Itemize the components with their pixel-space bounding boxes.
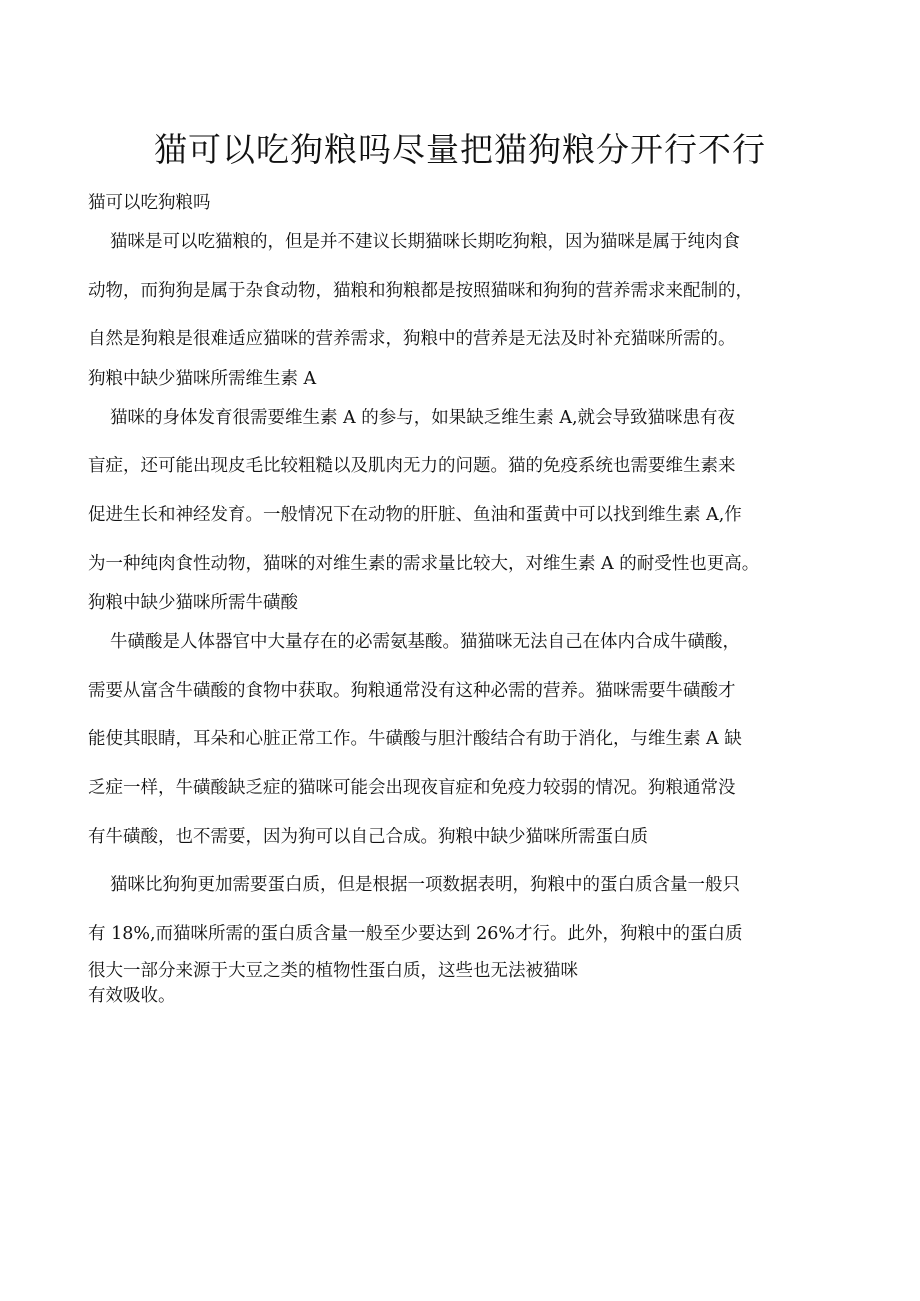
paragraph-protein [88,861,830,1008]
paragraph-line: 有 18%,而猫咪所需的蛋白质含量一般至少要达到 26%才行。此外，狗粮中的蛋白质 [88,923,743,944]
paragraph-line: 很大一部分来源于大豆之类的植物性蛋白质，这些也无法被猫咪 [88,961,578,982]
section-heading-vitamin-a: 狗粮中缺少猫咪所需维生素 A [88,368,317,389]
paragraph-intro [88,218,830,364]
paragraph-taurine [88,618,830,861]
paragraph-line: 自然是狗粮是很难适应猫咪的营养需求，狗粮中的营养是无法及时补充猫咪所需的。 [88,329,736,350]
paragraph-line: 乏症一样，牛磺酸缺乏症的猫咪可能会出现夜盲症和免疫力较弱的情况。狗粮通常没 [88,777,736,798]
paragraph-line: 盲症，还可能出现皮毛比较粗糙以及肌肉无力的问题。猫的免疫系统也需要维生素来 [88,456,736,477]
paragraph-line: 促进生长和神经发育。一般情况下在动物的肝脏、鱼油和蛋黄中可以找到维生素 A,作 [88,504,742,525]
paragraph-line: 动物，而狗狗是属于杂食动物，猫粮和狗粮都是按照猫咪和狗狗的营养需求来配制的， [88,280,753,301]
paragraph-line: 猫咪是可以吃猫粮的，但是并不建议长期猫咪长期吃狗粮，因为猫咪是属于纯肉食 [110,232,740,252]
section-heading-taurine: 狗粮中缺少猫咪所需牛磺酸 [88,593,298,614]
paragraph-line: 牛磺酸是人体器官中大量存在的必需氨基酸。猫猫咪无法自己在体内合成牛磺酸， [110,632,740,653]
paragraph-line: 有牛磺酸，也不需要，因为狗可以自己合成。狗粮中缺少猫咪所需蛋白质 [88,826,648,847]
paragraph-line: 猫咪比狗狗更加需要蛋白质，但是根据一项数据表明，狗粮中的蛋白质含量一般只 [110,875,740,896]
section-heading-cat-eat-dog-food: 猫可以吃狗粮吗 [88,193,211,213]
paragraph-line: 有效吸收。 [88,986,176,1007]
document-body [88,188,830,1008]
paragraph-line: 为一种纯肉食性动物，猫咪的对维生素的需求量比较大，对维生素 A 的耐受性也更高。 [88,553,760,574]
document-title: 猫可以吃狗粮吗尽量把猫狗粮分开行不行 [154,130,766,169]
paragraph-line: 猫咪的身体发育很需要维生素 A 的参与，如果缺乏维生素 A,就会导致猫咪患有夜 [110,407,736,428]
paragraph-line: 需要从富含牛磺酸的食物中获取。狗粮通常没有这种必需的营养。猫咪需要牛磺酸才 [88,680,736,701]
paragraph-line: 能使其眼睛，耳朵和心脏正常工作。牛磺酸与胆汁酸结合有助于消化，与维生素 A 缺 [88,729,742,750]
paragraph-vitamin-a [88,394,830,588]
